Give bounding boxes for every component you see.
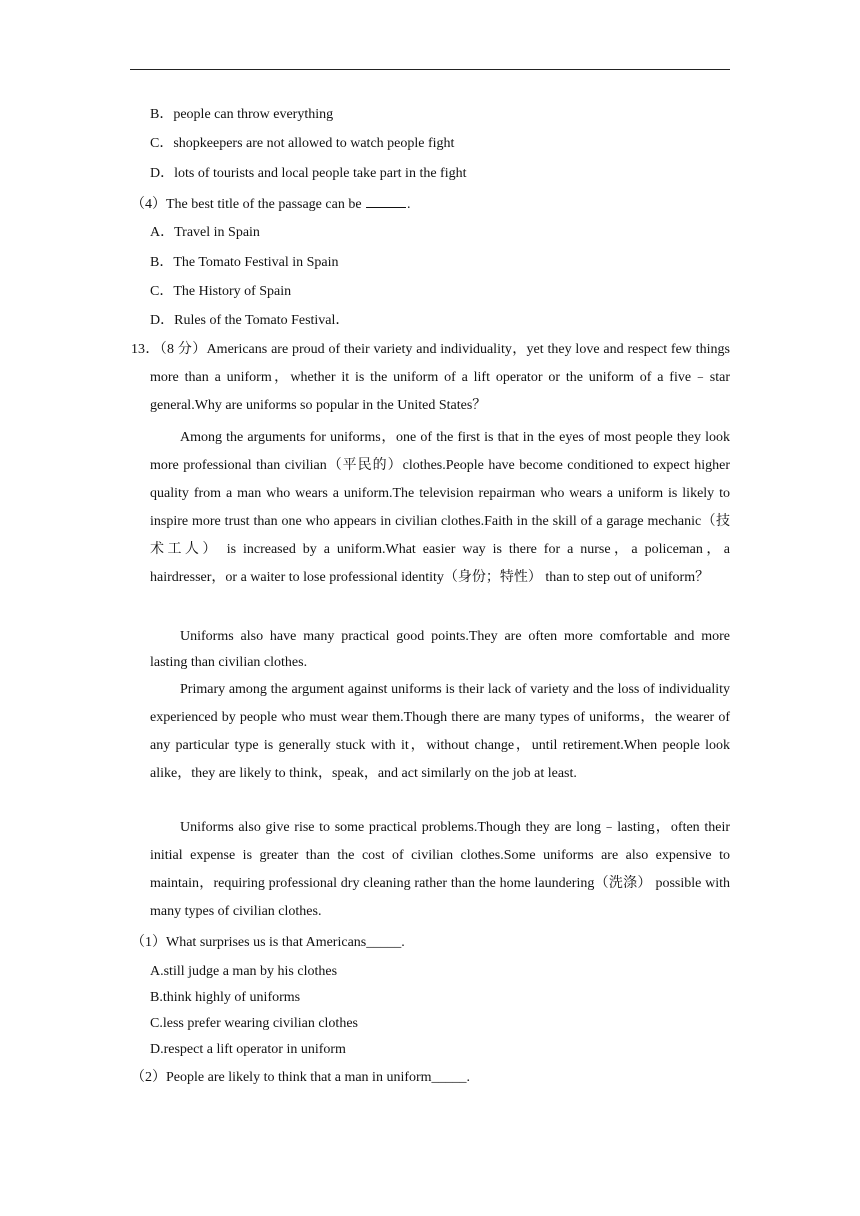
header-rule xyxy=(130,69,730,70)
passage-paragraph-3: Primary among the argument against uniforms is their lack of variety and the loss of individuality experienced by people who must wear them.Though there are many types of uniforms，the wearer of any particular type is generally stuck with it，without change，until retirement.When people look alike，they are likely to think，speak，and act similarly on the job at least. xyxy=(150,682,730,781)
q13-1-option-a: A.still judge a man by his clothes xyxy=(150,964,338,979)
q4-option-a: A．Travel in Spain xyxy=(150,225,260,240)
question-13-1-stem: （1）What surprises us is that Americans_____. xyxy=(131,935,405,950)
passage-paragraph-2: Uniforms also have many practical good points.They are often more comfortable and more lasting than civilian clothes. xyxy=(150,629,730,670)
q4-option-c: C．The History of Spain xyxy=(150,284,292,299)
question-4-stem: （4）The best title of the passage can be . xyxy=(131,194,411,214)
question-13-2-stem: （2）People are likely to think that a man in uniform_____. xyxy=(131,1070,471,1085)
passage-paragraph-4: Uniforms also give rise to some practical problems.Though they are long﹣lasting，often their initial expense is greater than the cost of civilian clothes.Some uniforms are also expensive to maintain，requiring professional dry cleaning rather than the home laundering（洗涤） possible with many types of civilian clothes. xyxy=(150,820,730,919)
q13-1-option-b: B.think highly of uniforms xyxy=(150,990,301,1005)
q13-1-option-d: D.respect a lift operator in uniform xyxy=(150,1042,346,1057)
passage-paragraph-1: Among the arguments for uniforms，one of the first is that in the eyes of most people they look more professional than civilian（平民的）clothes.People have become conditioned to expect higher quality from a man who wears a uniform.The television repairman who wears a uniform is likely to inspire more trust than one who appears in civilian clothes.Faith in the skill of a garage mechanic（技术工人） is increased by a uniform.What easier way is there for a nurse，a policeman，a hairdresser，or a waiter to lose professional identity（身份；特性） than to step out of uniform？ xyxy=(150,430,730,585)
answer-blank xyxy=(366,194,406,208)
option-b: B．people can throw everything xyxy=(150,107,334,122)
option-d: D．lots of tourists and local people take part in the fight xyxy=(150,166,467,181)
q13-1-option-c: C.less prefer wearing civilian clothes xyxy=(150,1016,358,1031)
option-c: C．shopkeepers are not allowed to watch people fight xyxy=(150,136,455,151)
q4-option-d: D．Rules of the Tomato Festival． xyxy=(150,313,350,328)
question-13-intro: 13．（8 分）Americans are proud of their variety and individuality，yet they love and respect few things more than a uniform，whether it is the uniform of a lift operator or the uniform of a five﹣star general.Why are uniforms so popular in the United States？ xyxy=(131,342,730,413)
q4-option-b: B．The Tomato Festival in Spain xyxy=(150,255,339,270)
